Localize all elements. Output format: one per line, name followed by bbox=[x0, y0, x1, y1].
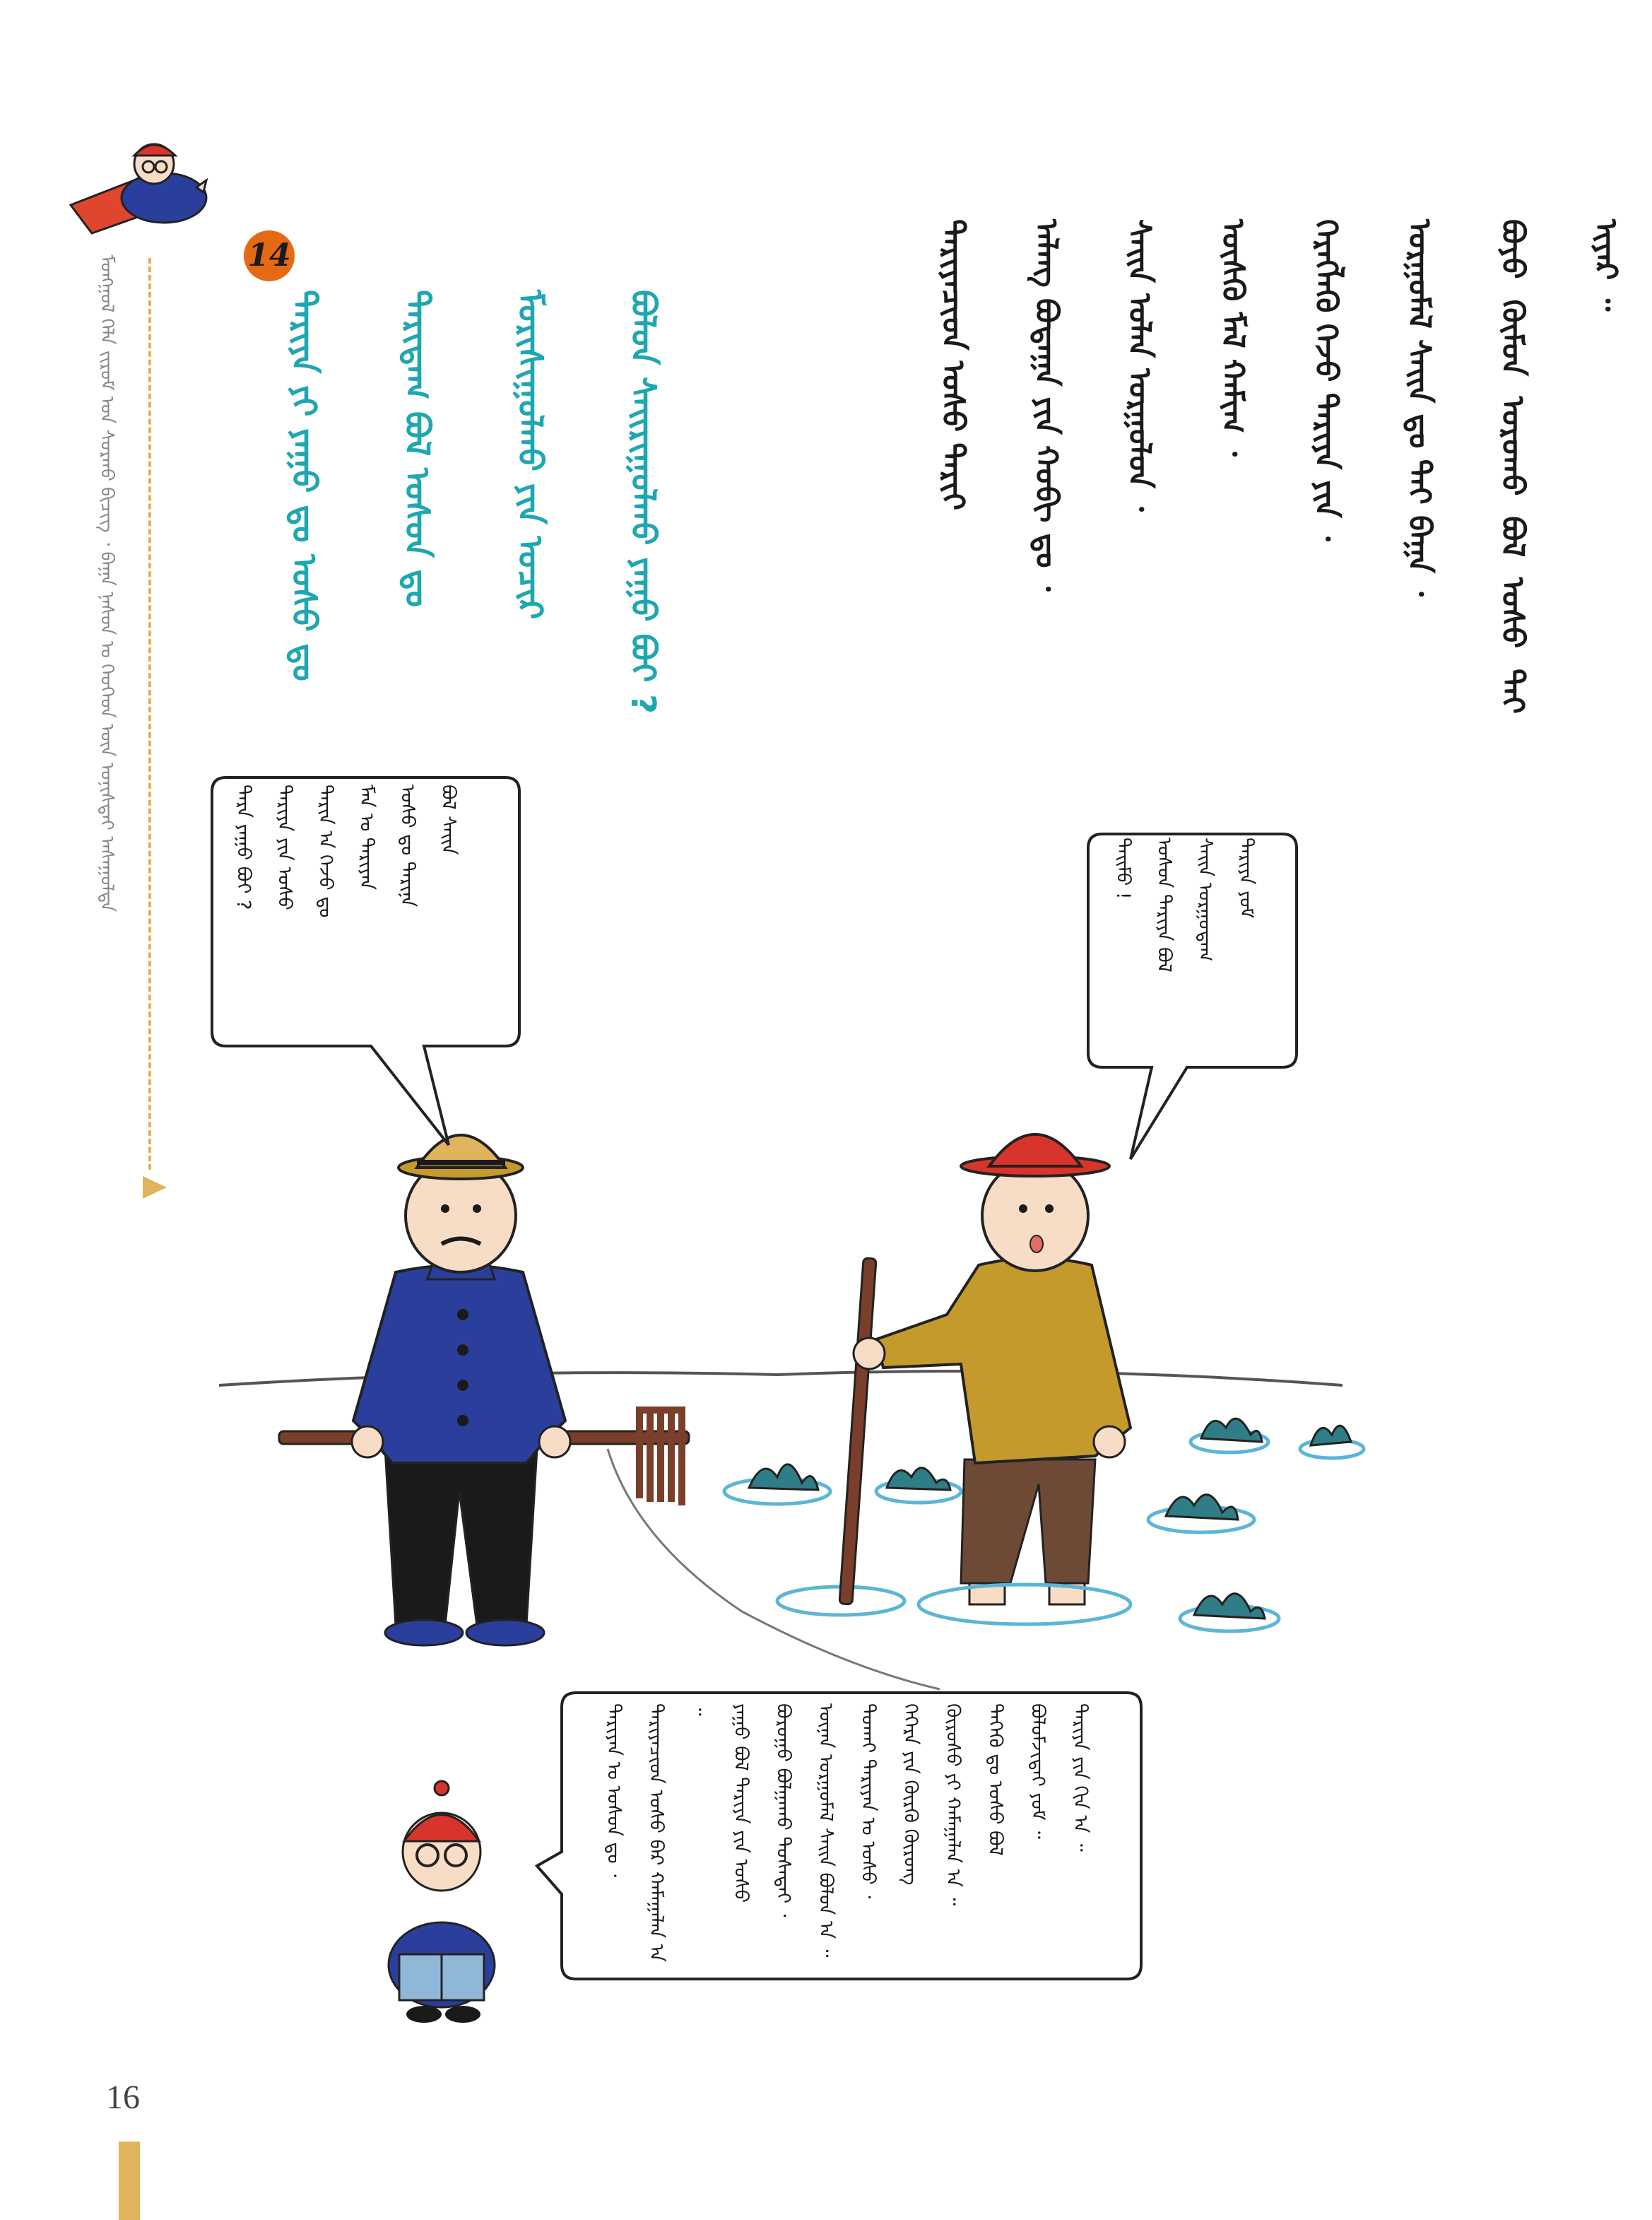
farmer-with-rake-figure bbox=[279, 1135, 689, 1645]
dashed-guide-line bbox=[148, 258, 151, 1170]
question-number-badge: 14 bbox=[244, 230, 295, 281]
page-number: 16 bbox=[106, 2079, 140, 2116]
page-tab-marker bbox=[119, 2142, 140, 2220]
reading-boy-mascot-icon bbox=[389, 1781, 495, 2023]
flying-boy-mascot-icon bbox=[71, 144, 206, 233]
speech-bubble-bottom-text: ᠲᠠᠷᠢᠶᠠᠨ ᠤ ᠤᠰᠤᠨ ᠳᠤ ᠂ ᠲᠠᠷᠢᠶᠠᠴᠢᠳ ᠤᠰᠤ ᠪᠠᠷ ᠬᠠᠮᠠᠭᠠᠯᠠᠨ ᠠ ᠃ ᠶᠠᠭᠤ ᠪᠣᠯ ᠲᠠᠷᠢᠶᠠ ᠶᠢᠨ ᠤᠰᠤ ᠪᠤᠷᠤᠭᠤ ᠪᠣᠯᠭᠠᠬᠤ ᠲᠤᠰᠠᠲᠠᠢ ᠂ ᠦᠨᠡᠨ ᠤᠷᠭᠤᠮᠠᠯ ᠰᠠᠢᠨ ᠪᠣᠯᠤᠨ ᠠ ᠃ ᠲᠤᠬᠠᠢ ᠲᠠᠷᠢᠶᠠᠨ ᠤ ᠤᠰᠤ ᠂ ᠬᠡᠭᠡᠷᠡ ᠶᠢᠨ ᠬᠦᠷᠬᠦ ᠬᠦᠷᠦᠩ ᠬᠥᠷᠥᠰᠦ ᠶᠢ ᠬᠠᠮᠠᠭᠠᠯᠠᠨ ᠠ ᠃ ᠲᠡᠭᠡᠬᠦ ᠳᠤ ᠤᠰᠤ ᠪᠣᠯ ᠪᠣᠯᠤᠮᠵᠢᠲᠠᠢ ᠶᠤᠮ ᠃ ᠲᠠᠷᠢᠶᠠ ᠶᠢᠨ ᠬᠢᠨ ᠠ ᠃ bbox=[603, 1703, 1091, 1962]
farmer-in-paddy-figure bbox=[839, 1134, 1131, 1624]
speech-bubble-left-text: ᠲᠡᠷᠡ ᠶᠠᠭᠤ ᠪᠣᠢ ? ᠲᠠᠷᠢᠶᠠ ᠶᠢᠨ ᠤᠰᠤ ᠲᠠᠷᠢᠨ ᠠ ᠭᠡᠵᠦ ᠳᠤ ᠮᠠᠨ ᠤ ᠲᠠᠷᠢᠶᠠᠨ ᠤᠰᠤ ᠳᠤ ᠲᠠᠷᠢᠨᠠ ᠪᠣᠯ ᠰᠠᠢᠨ bbox=[232, 785, 459, 918]
triangle-arrow-icon bbox=[141, 1173, 170, 1202]
body-text: ᠲᠠᠷᠢᠶᠠᠴᠢᠳ ᠤᠰᠤ ᠲᠠᠷᠢᠶ ᠠᠯᠠᠩ ᠪᠤᠳᠠᠭᠠ ᠶᠢᠨ ᠬᠤᠪᠢ ᠳᠤ ᠂ ᠰᠠᠢᠨ ᠣᠯᠠᠨ ᠤᠷᠭᠤᠯᠤᠨ ᠂ ᠥᠰᠬᠦ ᠮᠠᠯ ᠬᠠᠮᠢᠭ ᠂ ᠬᠡᠷᠡᠭᠯᠡᠬᠦ ᠭᠡᠵᠦ ᠲᠠᠷᠢᠶᠠ ᠶᠢᠨ ᠂ ᠤᠷᠭᠤᠮᠠᠯ ᠰᠠᠢᠨ ᠳᠤ ᠲᠡᠢ ᠪᠠᠭᠠ ᠂ ᠪᠤᠶᠤ ᠬᠦᠮᠦᠨ ᠤᠷᠤᠬᠤ ᠪᠣᠯ ᠤᠰᠤ ᠲᠠᠢ ᠢᠶᠡᠷ ᠃ bbox=[935, 219, 1624, 714]
speech-bubble-right-text: ᠲᠡᠢᠮᠦ ! ᠤᠰᠤᠨ ᠲᠠᠷᠢᠶᠠ ᠪᠣᠯ ᠰᠠᠢᠨ ᠤᠷᠭᠤᠳᠠᠭ ᠲᠠᠷᠢᠶᠠ ᠶᠤᠮ bbox=[1112, 838, 1257, 973]
question-text: ᠲᠠᠷᠢᠶᠠ ᠶᠢ ᠶᠠᠭᠤ ᠳᠤ ᠤᠰᠤ ᠳᠤ ᠲᠠᠷᠢᠳᠠᠭ ᠪᠣᠯ ᠤᠰᠤᠨ ᠳᠤ ᠮᠣᠷᠢᠰᠢᠭᠤᠯᠬᠤ ᠶᠢᠨ ᠤᠴᠢᠷ ᠪᠣᠯᠤᠨ ᠰᠠᠢᠷᠢᠭᠤᠯᠬᠤ ᠶᠠᠭᠤ ᠪᠤᠢ ? bbox=[284, 290, 663, 714]
running-head: ᠮᠣᠩᠭᠣᠯ ᠬᠡᠯᠡ ᠵᠢᠷᠤᠮ ᠤᠨ ᠰᠤᠷᠬᠤ ᠪᠢᠴᠢᠭ ᠂ ᠪᠠᠭᠠ ᠨᠠᠰᠤᠨ ᠤ ᠬᠡᠦᠬᠡᠳ ᠦᠨ ᠣᠨᠢᠰᠲᠠᠢ ᠠᠰᠠᠭᠤᠯᠲᠠ bbox=[96, 254, 117, 912]
